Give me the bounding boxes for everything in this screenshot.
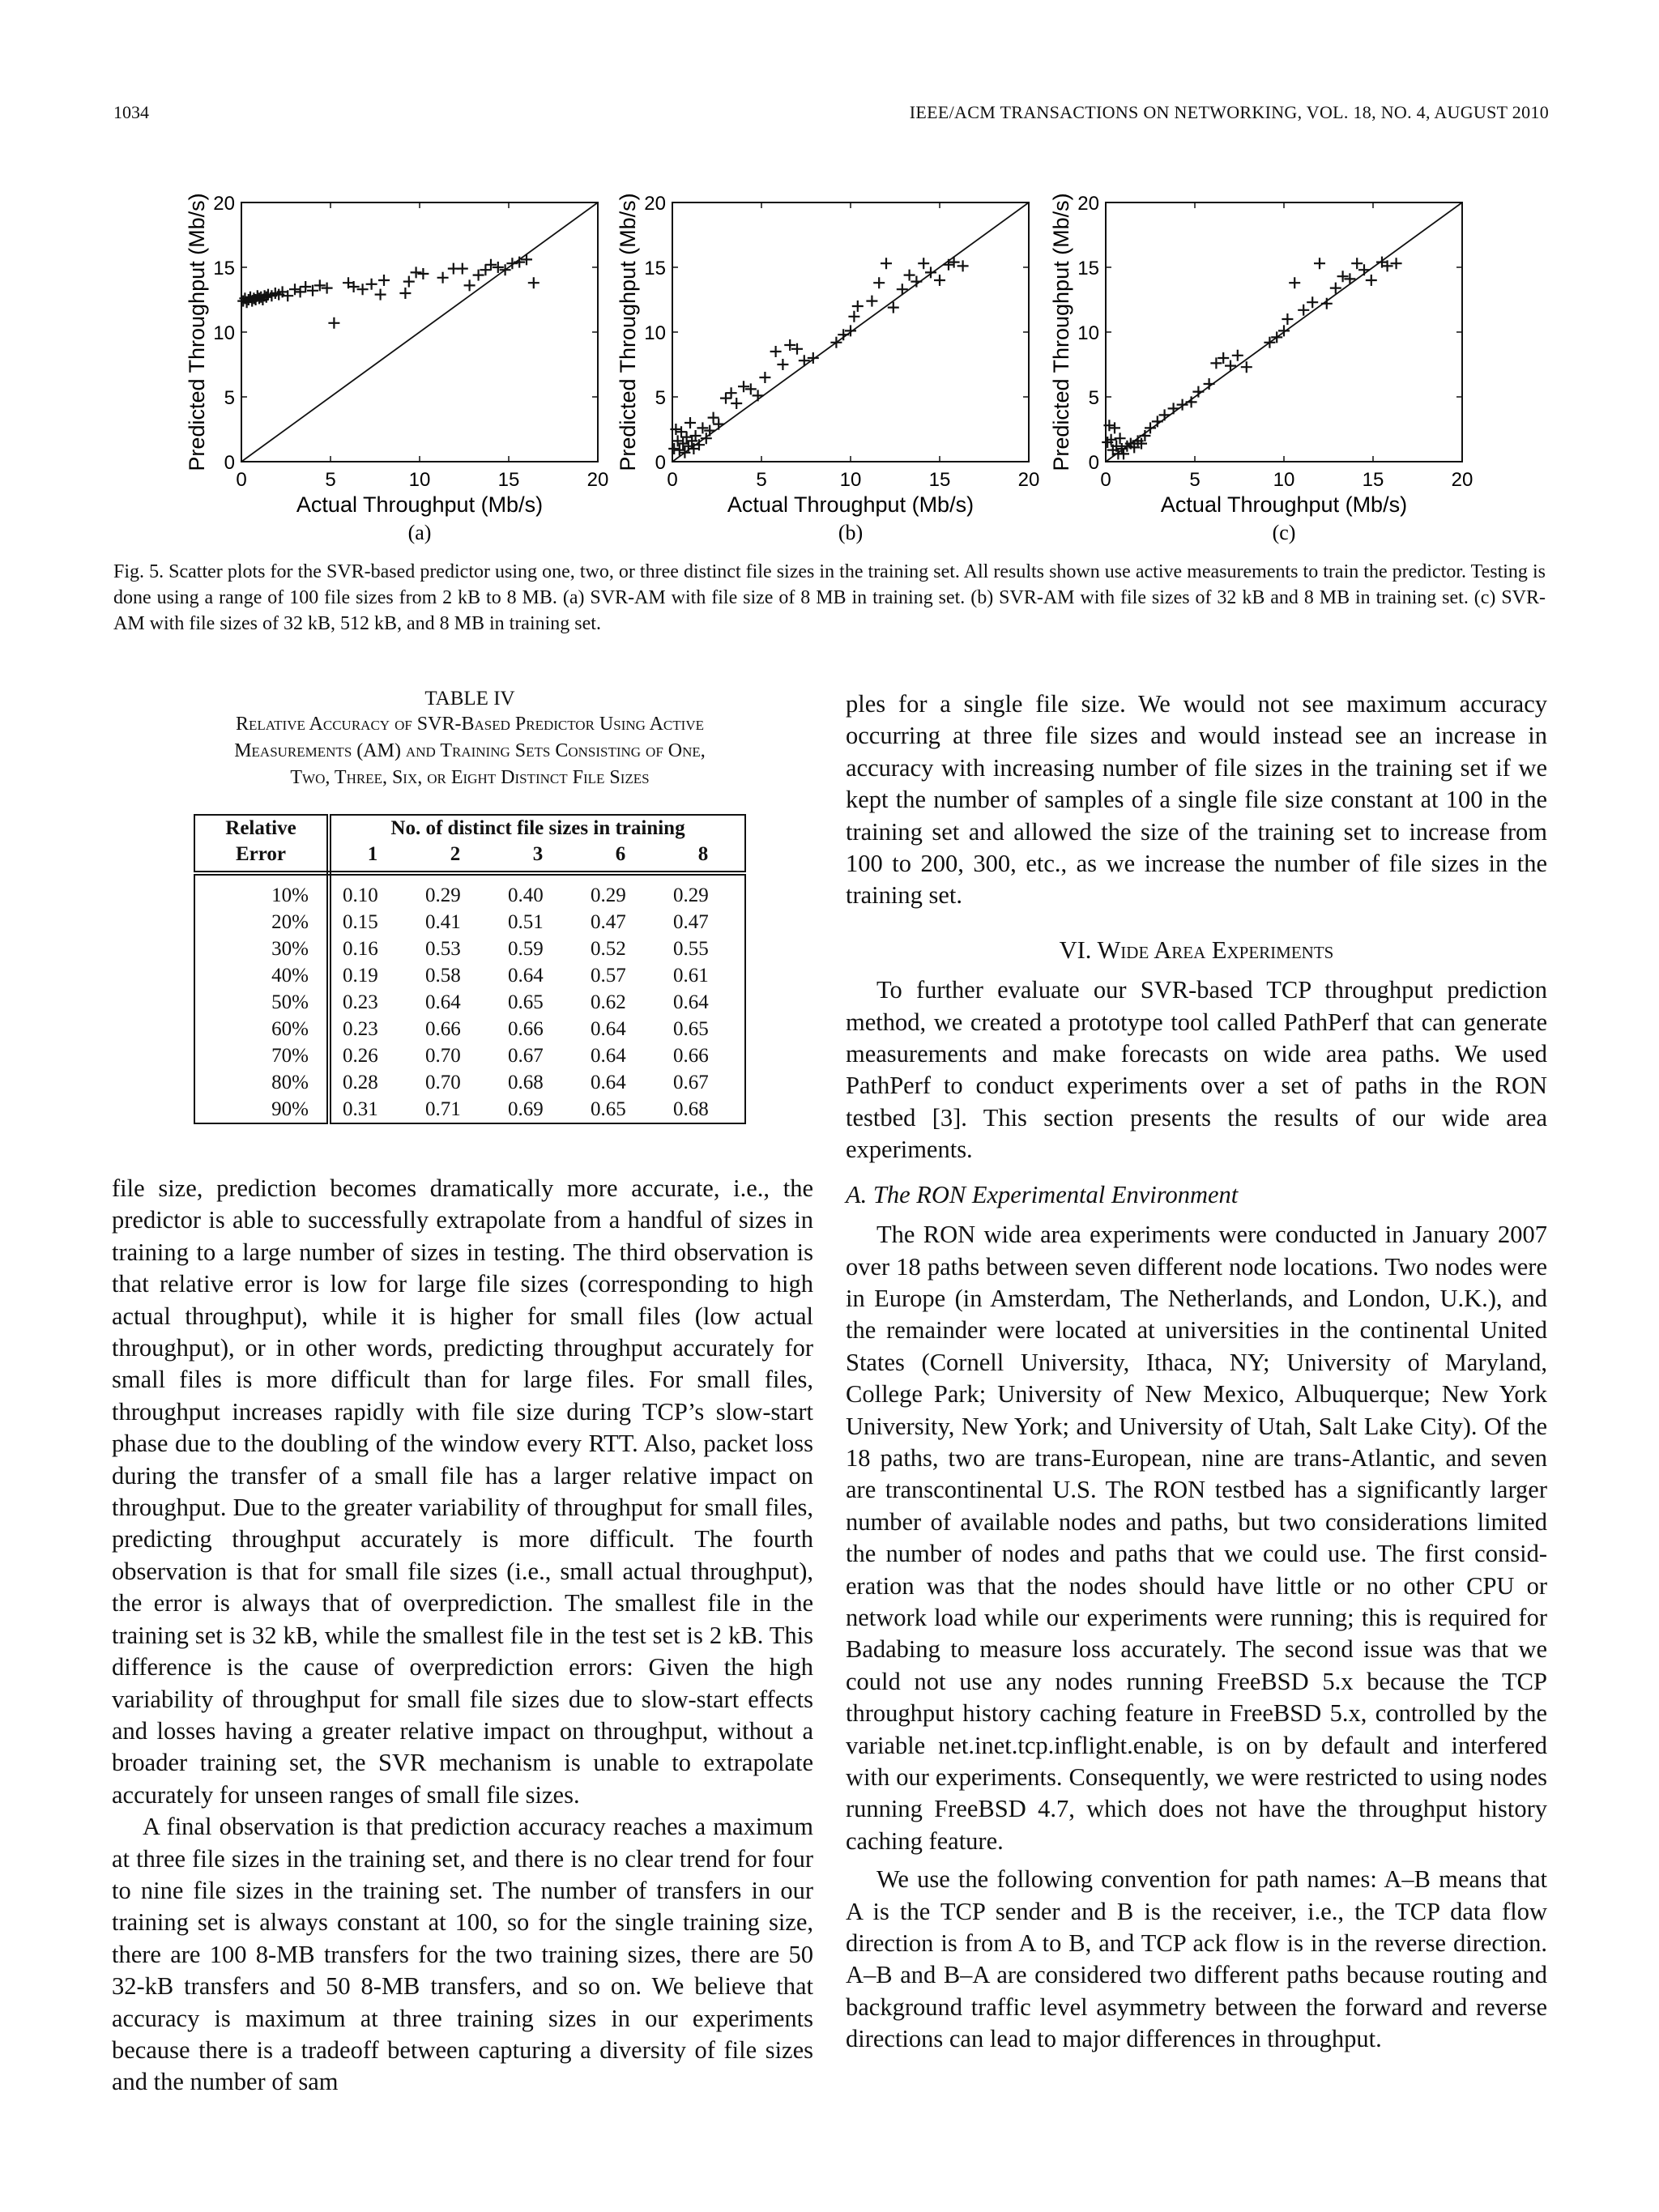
paragraph: A final observation is that prediction accuracy reaches a maximum at three file sizes in the training set, and there is no clear trend for four to nine file sizes in the training set. The number of transfers in our training set is always constant at 100, so for the single training size, there are 100 8-MB transfers for the two training sizes, there are 50 32-kB transfers and 50 8-MB transfers, and so on. We believe that accuracy is maximum at three training sizes in our experiments because there is a tradeoff between capturing a diversity of file sizes and the number of sam xyxy=(112,1813,813,2096)
accuracy-cell: 0.29 xyxy=(591,884,626,906)
accuracy-cell: 0.66 xyxy=(508,1018,544,1040)
y-tick-label: 10 xyxy=(213,322,235,344)
data-point-marker xyxy=(493,262,504,273)
accuracy-cell: 0.58 xyxy=(425,965,461,987)
x-axis-label: Actual Throughput (Mb/s) xyxy=(1160,492,1408,517)
col-header: 6 xyxy=(579,842,662,873)
relative-error-cell: 30% xyxy=(194,936,329,962)
accuracy-cell: 0.61 xyxy=(673,965,709,987)
data-point-marker xyxy=(881,258,892,269)
x-tick-label: 5 xyxy=(756,469,767,491)
accuracy-cell: 0.64 xyxy=(508,965,544,987)
data-point-marker xyxy=(403,276,415,288)
y-tick-label: 5 xyxy=(224,387,235,409)
accuracy-cell: 0.64 xyxy=(591,1072,626,1093)
accuracy-cell: 0.29 xyxy=(673,884,709,906)
accuracy-cell: 0.41 xyxy=(425,911,461,933)
data-point-marker xyxy=(411,266,422,278)
relative-error-cell: 60% xyxy=(194,1016,329,1042)
data-point-marker xyxy=(528,277,539,288)
data-point-marker xyxy=(943,259,954,271)
paragraph: To further evaluate our SVR-based TCP throughput prediction method, we created a prototype tool called PathPerf that can generate measurements and make forecasts on wide area paths. We used PathPerf to conduct experiments over a set of paths in the RON testbed [3]. This section presents the results of our wide area experiments. xyxy=(846,976,1547,1164)
y-tick-label: 5 xyxy=(655,387,666,409)
data-point-marker xyxy=(759,372,770,383)
table-iv xyxy=(170,687,770,1124)
accuracy-cell: 0.65 xyxy=(508,991,544,1013)
data-point-marker xyxy=(738,381,749,392)
data-point-marker xyxy=(1186,396,1197,407)
data-point-marker xyxy=(378,275,390,286)
accuracy-cell: 0.47 xyxy=(591,911,626,933)
scatter-plots xyxy=(162,178,1555,551)
relative-error-cell: 80% xyxy=(194,1069,329,1096)
subsection-heading: A. The RON Experimental Environment xyxy=(846,1180,1239,1208)
data-point-marker xyxy=(457,263,468,275)
paragraph: We use the following convention for path names: A–B means that A is the TCP sender and B is the receiver, i.e., the TCP data flow direction is from A to B, and TCP ack flow is in the reverse direction. A–B and B–A are considered two different paths because routing and background traffic level asymmetry between the forward and reverse directions can lead to major differences in throughput. xyxy=(846,1865,1547,2053)
data-point-marker xyxy=(1351,258,1363,269)
x-tick-label: 15 xyxy=(1362,469,1384,491)
table-row xyxy=(194,1069,745,1096)
data-point-marker xyxy=(866,296,877,307)
data-point-marker xyxy=(1218,352,1229,364)
y-tick-label: 20 xyxy=(1077,193,1099,215)
data-point-marker xyxy=(697,422,708,433)
accuracy-cell: 0.26 xyxy=(343,1045,378,1067)
table-row xyxy=(194,1016,745,1042)
accuracy-cell: 0.66 xyxy=(425,1018,461,1040)
table-row xyxy=(194,989,745,1016)
x-tick-label: 10 xyxy=(1273,469,1295,491)
data-point-marker xyxy=(1282,313,1293,325)
accuracy-cell: 0.53 xyxy=(425,938,461,960)
accuracy-cell: 0.47 xyxy=(673,911,709,933)
accuracy-cell: 0.70 xyxy=(425,1072,461,1093)
data-point-marker xyxy=(485,259,497,271)
data-point-marker xyxy=(1210,357,1222,369)
y-tick-label: 15 xyxy=(644,258,666,279)
x-tick-label: 0 xyxy=(1100,469,1111,491)
data-point-marker xyxy=(437,272,449,283)
accuracy-cell: 0.51 xyxy=(508,911,544,933)
relative-error-cell: 40% xyxy=(194,962,329,989)
data-point-marker xyxy=(770,346,782,357)
figure-caption: Fig. 5. Scatter plots for the SVR-based predictor using one, two, or three distinct file sizes in the training set. All results shown use active measurements to train the predictor. Testing is done using a range of 100 file sizes from 2 kB to 8 MB. (a) SVR-AM with file size of 8 MB in training set. (b) SVR-AM with file sizes of 32 kB and 8 MB in training set. (c) SVR-AM with file sizes of 32 kB, 512 kB, and 8 MB in training set. xyxy=(113,561,1546,634)
table-row xyxy=(194,962,745,989)
figure-5 xyxy=(162,178,1555,551)
col-header: 3 xyxy=(497,842,579,873)
left-column xyxy=(112,1173,813,2099)
data-point-marker xyxy=(918,258,929,269)
data-point-marker xyxy=(1298,305,1309,316)
data-point-marker xyxy=(1391,258,1402,269)
accuracy-cell: 0.69 xyxy=(508,1098,544,1120)
table-subtitle-line-2: Measurements (AM) and Training Sets Consisting of One, xyxy=(234,740,706,761)
identity-line xyxy=(241,202,598,462)
data-point-marker xyxy=(904,270,915,281)
y-tick-label: 10 xyxy=(644,322,666,344)
x-tick-label: 15 xyxy=(497,469,520,491)
data-point-marker xyxy=(1344,273,1355,284)
x-tick-label: 10 xyxy=(408,469,431,491)
paragraph: file size, prediction becomes dramatically more accurate, i.e., the predictor is able to successfully extrapolate from a handful of sizes in training to a large number of sizes in testing. The third observation is that relative error is low for large file sizes (corresponding to high actual throughput), while it is higher for small files (low actual throughput), or in other words, predicting throughput accurately for small files is more difficult than for large files. For small files, throughput increases rapidly with file size during TCP’s slow-start phase due to the doubling of the window every RTT. Also, packet loss during the transfer of a small file has a larger relative impact on throughput. Due to the greater variability of throughput for small files, predicting throughput accurately is more difficult. The fourth observation is that for small file sizes (i.e., small actual throughput), the error is always that of overprediction. The smallest file in the training set is 32 kB, while the smallest file in the test set is 2 kB. This difference is the cause of overprediction errors: Given the high variability of throughput for small file sizes due to slow-start effects and losses having a greater relative impact on throughput, without a broader training set, the SVR mechanism is unable to extrapolate accurately for unseen ranges of small file sizes. xyxy=(112,1174,813,1809)
accuracy-cell: 0.67 xyxy=(508,1045,544,1067)
data-point-marker xyxy=(713,419,724,430)
data-point-marker xyxy=(1289,277,1300,288)
table-subtitle-line-1: Relative Accuracy of SVR-Based Predictor Using Active xyxy=(236,714,704,735)
scatter-panel xyxy=(616,193,1039,544)
data-point-marker xyxy=(745,383,757,394)
data-point-marker xyxy=(514,257,525,268)
col-header: 2 xyxy=(414,842,497,873)
data-point-marker xyxy=(1366,275,1377,286)
data-point-marker xyxy=(295,286,306,297)
y-axis-label: Predicted Throughput (Mb/s) xyxy=(185,193,209,471)
section-heading: VI. Wide Area Experiments xyxy=(1059,936,1334,964)
relative-error-cell: 20% xyxy=(194,909,329,936)
data-point-marker xyxy=(1232,350,1243,361)
accuracy-cell: 0.28 xyxy=(343,1072,378,1093)
data-point-marker xyxy=(897,283,908,295)
panel-label: (b) xyxy=(838,521,864,544)
x-tick-label: 0 xyxy=(236,469,247,491)
data-point-marker xyxy=(357,283,369,295)
accuracy-cell: 0.23 xyxy=(343,1018,378,1040)
y-tick-label: 10 xyxy=(1077,322,1099,344)
data-point-marker xyxy=(1264,337,1275,348)
y-tick-label: 15 xyxy=(1077,258,1099,279)
data-point-marker xyxy=(328,318,339,329)
accuracy-cell: 0.29 xyxy=(425,884,461,906)
data-point-marker xyxy=(1307,296,1318,308)
y-axis-label: Predicted Throughput (Mb/s) xyxy=(616,193,640,471)
accuracy-cell: 0.68 xyxy=(508,1072,544,1093)
journal-header: IEEE/ACM TRANSACTIONS ON NETWORKING, VOL. 18, NO. 4, AUGUST 2010 xyxy=(909,102,1549,122)
page-number: 1034 xyxy=(113,102,149,122)
relative-error-cell: 90% xyxy=(194,1096,329,1123)
accuracy-cell: 0.52 xyxy=(591,938,626,960)
x-tick-label: 20 xyxy=(586,469,609,491)
header-span: No. of distinct file sizes in training xyxy=(390,817,685,839)
relative-error-cell: 70% xyxy=(194,1042,329,1069)
header-relative: Relative xyxy=(194,815,329,842)
data-point-marker xyxy=(830,337,842,348)
y-tick-label: 20 xyxy=(213,193,235,215)
data-point-marker xyxy=(753,390,764,401)
accuracy-cell: 0.59 xyxy=(508,938,544,960)
y-tick-label: 0 xyxy=(224,452,235,474)
data-point-marker xyxy=(1204,378,1215,390)
x-tick-label: 15 xyxy=(928,469,951,491)
x-tick-label: 5 xyxy=(325,469,336,491)
accuracy-table xyxy=(194,814,746,1124)
table-row xyxy=(194,1042,745,1069)
data-point-marker xyxy=(417,268,429,279)
accuracy-cell: 0.66 xyxy=(673,1045,709,1067)
scatter-panel xyxy=(185,193,608,544)
data-point-marker xyxy=(289,283,301,295)
accuracy-cell: 0.65 xyxy=(591,1098,626,1120)
accuracy-cell: 0.64 xyxy=(673,991,709,1013)
data-point-marker xyxy=(726,387,737,399)
table-row xyxy=(194,909,745,936)
data-point-marker xyxy=(322,283,333,294)
data-point-marker xyxy=(1337,271,1349,282)
data-point-marker xyxy=(1225,360,1236,372)
col-header: 8 xyxy=(662,842,745,873)
accuracy-cell: 0.62 xyxy=(591,991,626,1013)
accuracy-cell: 0.71 xyxy=(425,1098,461,1120)
accuracy-cell: 0.16 xyxy=(343,938,378,960)
accuracy-cell: 0.57 xyxy=(591,965,626,987)
data-point-marker xyxy=(1314,258,1325,269)
accuracy-cell: 0.40 xyxy=(508,884,544,906)
table-title: TABLE IV xyxy=(424,688,515,710)
data-point-marker xyxy=(852,300,864,312)
y-tick-label: 20 xyxy=(644,193,666,215)
accuracy-cell: 0.15 xyxy=(343,911,378,933)
x-tick-label: 20 xyxy=(1451,469,1473,491)
accuracy-cell: 0.64 xyxy=(591,1018,626,1040)
data-point-marker xyxy=(521,254,532,265)
y-tick-label: 0 xyxy=(655,452,666,474)
data-point-marker xyxy=(375,289,386,300)
data-point-marker xyxy=(873,277,885,288)
header-error: Error xyxy=(194,842,329,873)
right-column xyxy=(846,688,1547,2056)
accuracy-cell: 0.55 xyxy=(673,938,709,960)
data-point-marker xyxy=(720,393,731,404)
data-point-marker xyxy=(500,264,511,275)
data-point-marker xyxy=(1241,361,1252,373)
accuracy-cell: 0.23 xyxy=(343,991,378,1013)
y-axis-label: Predicted Throughput (Mb/s) xyxy=(1049,193,1073,471)
data-point-marker xyxy=(911,276,922,288)
data-point-marker xyxy=(708,412,719,424)
y-tick-label: 0 xyxy=(1088,452,1099,474)
data-point-marker xyxy=(1192,386,1204,398)
accuracy-cell: 0.64 xyxy=(591,1045,626,1067)
panel-label: (c) xyxy=(1272,521,1296,544)
data-point-marker xyxy=(1358,264,1370,275)
panel-label: (a) xyxy=(407,521,432,544)
x-tick-label: 5 xyxy=(1189,469,1201,491)
data-point-marker xyxy=(848,311,859,322)
y-tick-label: 15 xyxy=(213,258,235,279)
table-row xyxy=(194,873,745,909)
data-point-marker xyxy=(399,288,411,299)
accuracy-cell: 0.10 xyxy=(343,884,378,906)
data-point-marker xyxy=(473,270,484,281)
data-point-marker xyxy=(1271,331,1282,343)
relative-error-cell: 10% xyxy=(194,873,329,909)
table-subtitle-line-3: Two, Three, Six, or Eight Distinct File Sizes xyxy=(290,767,650,788)
scatter-panel xyxy=(1049,193,1473,544)
data-point-marker xyxy=(1321,298,1333,309)
data-point-marker xyxy=(464,279,476,291)
data-point-marker xyxy=(1109,422,1120,433)
data-point-marker xyxy=(480,264,491,275)
x-tick-label: 0 xyxy=(667,469,678,491)
data-point-marker xyxy=(934,275,945,286)
accuracy-cell: 0.64 xyxy=(425,991,461,1013)
data-point-marker xyxy=(731,398,742,409)
col-header: 1 xyxy=(329,842,414,873)
y-tick-label: 5 xyxy=(1088,387,1099,409)
paragraph: The RON wide area experiments were conducted in January 2007 over 18 paths between seven different node locations. Two nodes were in Europe (in Amsterdam, The Netherlands, and London, U.K.), and the remainder were located at universities in the continental United States (Cornell University, Ithaca, NY; University of Maryland, College Park; University of New Mexico, Albuquerque; New York University, New York; and University of Utah, Salt Lake City). Of the 18 paths, two are trans-European, nine are trans-Atlantic, and seven are transcontinental U.S. The RON testbed has a significantly larger number of available nodes and paths, but two considerations limited the number of nodes and paths that we could use. The first consideration was that the nodes should have little or no other CPU or network load while our experiments were running; this is required for Badabing to measure loss accurately. The second issue was that we could not use any nodes running FreeBSD 5.x because the TCP throughput history caching feature in FreeBSD 5.x, controlled by the variable net.inet.tcp.inflight.enable, is on by default and interfered with our experiments. Consequently, we were restricted to using nodes running FreeBSD 4.7, which does not have the throughput history caching feature. xyxy=(846,1221,1547,1855)
data-point-marker xyxy=(777,359,788,370)
relative-error-cell: 50% xyxy=(194,989,329,1016)
table-row xyxy=(194,1096,745,1123)
table-row xyxy=(194,936,745,962)
paragraph: ples for a single file size. We would not see maximum accuracy occurring at three file sizes and would instead see an increase in accuracy with increasing number of file sizes in the training set if we kept the number of samples of a single file size constant at 100 in the training set and allowed the size of the training set to increase from 100 to 200, 300, etc., as we increase the number of file sizes in the training set. xyxy=(846,690,1547,910)
table-body xyxy=(194,873,745,1123)
accuracy-cell: 0.70 xyxy=(425,1045,461,1067)
data-point-marker xyxy=(684,417,696,428)
accuracy-cell: 0.65 xyxy=(673,1018,709,1040)
accuracy-cell: 0.31 xyxy=(343,1098,378,1120)
data-point-marker xyxy=(366,279,377,290)
data-point-marker xyxy=(1152,416,1163,427)
accuracy-cell: 0.68 xyxy=(673,1098,709,1120)
accuracy-cell: 0.67 xyxy=(673,1072,709,1093)
x-axis-label: Actual Throughput (Mb/s) xyxy=(296,492,544,517)
data-point-marker xyxy=(314,279,326,291)
x-tick-label: 20 xyxy=(1017,469,1040,491)
x-tick-label: 10 xyxy=(839,469,862,491)
data-point-marker xyxy=(799,355,810,366)
data-point-marker xyxy=(1159,409,1171,420)
x-axis-label: Actual Throughput (Mb/s) xyxy=(727,492,975,517)
accuracy-cell: 0.19 xyxy=(343,965,378,987)
